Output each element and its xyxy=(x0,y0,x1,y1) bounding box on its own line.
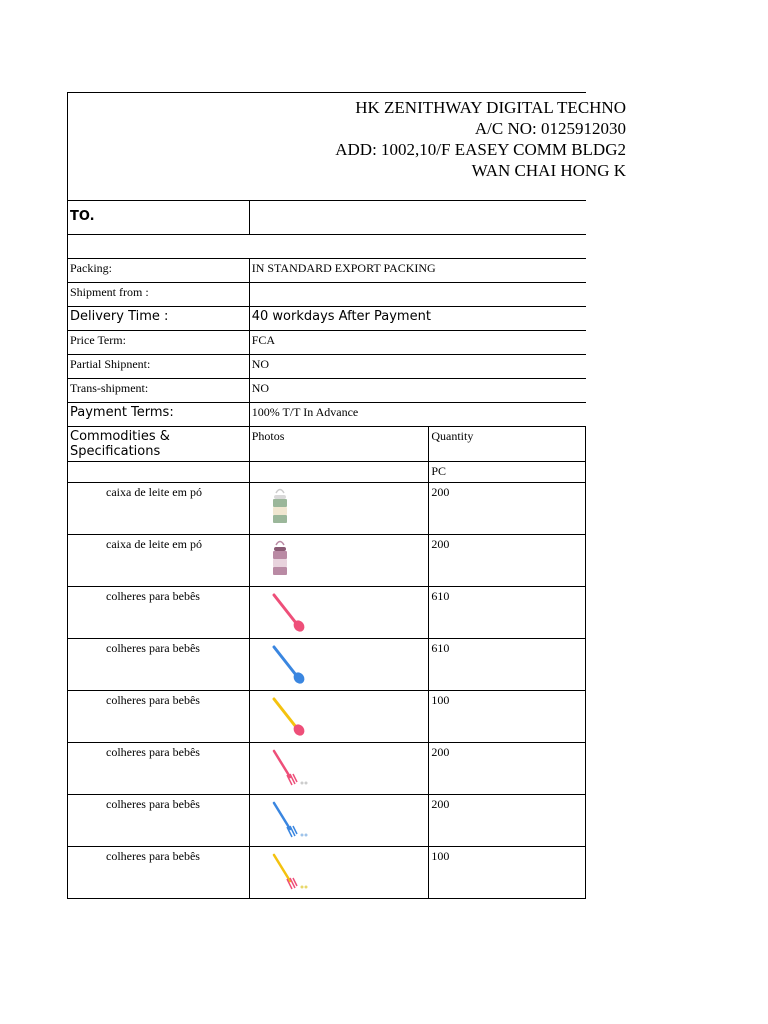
baby-spoon-icon xyxy=(270,591,310,633)
term-label: Delivery Time : xyxy=(68,307,250,331)
unit-spacer xyxy=(68,462,250,483)
unit-row xyxy=(68,462,586,483)
item-photo-cell xyxy=(249,483,429,535)
item-name: colheres para bebês xyxy=(68,795,250,847)
item-row xyxy=(68,587,586,639)
item-row xyxy=(68,639,586,691)
col-photos-header: Photos xyxy=(249,427,429,462)
item-photo-cell xyxy=(249,847,429,899)
term-value: 40 workdays After Payment xyxy=(249,307,585,331)
baby-fork-icon xyxy=(270,747,310,789)
item-row xyxy=(68,691,586,743)
unit-label: PC xyxy=(429,462,586,483)
item-name: colheres para bebês xyxy=(68,639,250,691)
blank-cell xyxy=(68,235,586,259)
term-value: IN STANDARD EXPORT PACKING xyxy=(249,259,585,283)
company-address: ADD: 1002,10/F EASEY COMM BLDG2 xyxy=(335,140,626,159)
proforma-sheet xyxy=(67,92,626,900)
term-label: Packing: xyxy=(68,259,250,283)
term-label: Shipment from : xyxy=(68,283,250,307)
milk-powder-box-icon xyxy=(270,539,290,579)
company-name: HK ZENITHWAY DIGITAL TECHNO xyxy=(355,98,626,117)
milk-powder-box-icon xyxy=(270,487,290,527)
company-city: WAN CHAI HONG K xyxy=(471,161,626,180)
item-name: colheres para bebês xyxy=(68,743,250,795)
term-value: 100% T/T In Advance xyxy=(249,403,585,427)
item-quantity: 610 xyxy=(429,587,586,639)
item-quantity: 100 xyxy=(429,691,586,743)
item-quantity: 200 xyxy=(429,743,586,795)
item-photo-cell xyxy=(249,795,429,847)
item-photo-cell xyxy=(249,535,429,587)
item-quantity: 200 xyxy=(429,795,586,847)
item-name: colheres para bebês xyxy=(68,847,250,899)
term-value: NO xyxy=(249,379,585,403)
item-quantity: 610 xyxy=(429,639,586,691)
term-row-payment-terms xyxy=(68,403,586,427)
item-name: caixa de leite em pó xyxy=(68,483,250,535)
term-row-shipment-from xyxy=(68,283,586,307)
item-row xyxy=(68,535,586,587)
company-header xyxy=(67,92,626,201)
proforma-table xyxy=(67,200,586,899)
term-label: Payment Terms: xyxy=(68,403,250,427)
item-name: colheres para bebês xyxy=(68,587,250,639)
term-row-packing xyxy=(68,259,586,283)
to-label: TO. xyxy=(68,201,250,235)
col-quantity-header: Quantity xyxy=(429,427,586,462)
blank-row xyxy=(68,235,586,259)
unit-spacer xyxy=(249,462,429,483)
item-row xyxy=(68,847,586,899)
term-label: Price Term: xyxy=(68,331,250,355)
term-row-delivery-time xyxy=(68,307,586,331)
term-row-trans-shipment xyxy=(68,379,586,403)
term-row-partial-shipment xyxy=(68,355,586,379)
baby-spoon-icon xyxy=(270,643,310,685)
to-value xyxy=(249,201,585,235)
item-name: colheres para bebês xyxy=(68,691,250,743)
column-header-row xyxy=(68,427,586,462)
baby-spoon-icon xyxy=(270,695,310,737)
to-row xyxy=(68,201,586,235)
item-photo-cell xyxy=(249,691,429,743)
item-name: caixa de leite em pó xyxy=(68,535,250,587)
term-value xyxy=(249,283,585,307)
item-quantity: 200 xyxy=(429,483,586,535)
item-photo-cell xyxy=(249,639,429,691)
term-row-price-term xyxy=(68,331,586,355)
item-photo-cell xyxy=(249,743,429,795)
term-value: FCA xyxy=(249,331,585,355)
baby-fork-icon xyxy=(270,851,310,893)
term-label: Trans-shipment: xyxy=(68,379,250,403)
item-row xyxy=(68,743,586,795)
item-photo-cell xyxy=(249,587,429,639)
item-quantity: 100 xyxy=(429,847,586,899)
item-row xyxy=(68,483,586,535)
item-row xyxy=(68,795,586,847)
term-value: NO xyxy=(249,355,585,379)
item-quantity: 200 xyxy=(429,535,586,587)
col-commodities-header: Commodities & Specifications xyxy=(68,427,250,462)
baby-fork-icon xyxy=(270,799,310,841)
term-label: Partial Shipnent: xyxy=(68,355,250,379)
account-number: A/C NO: 0125912030 xyxy=(474,119,626,138)
